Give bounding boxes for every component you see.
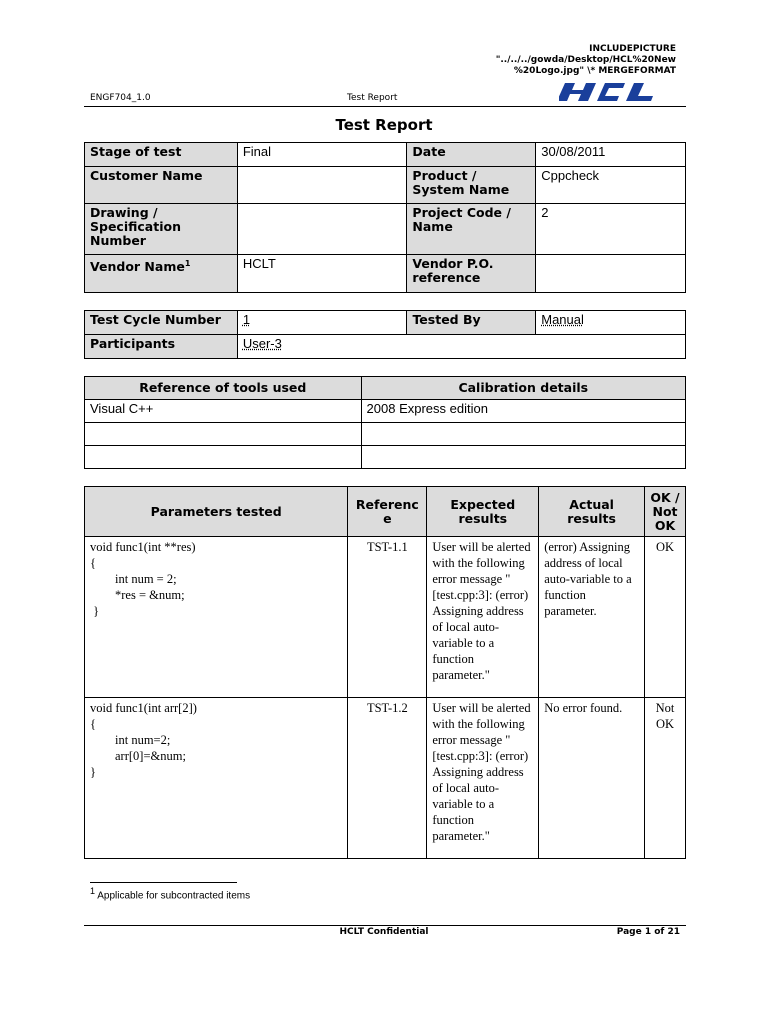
table-row: [85, 423, 686, 446]
params-cell: void func1(int arr[2]) { int num=2; arr[0]=&num; }: [85, 698, 348, 859]
date-label: Date: [407, 143, 536, 167]
cycle-value-cell: [237, 311, 407, 335]
customer-value: [237, 167, 407, 204]
tool-cell: [85, 446, 362, 469]
vendor-po-value: [536, 255, 686, 293]
page-number: Page 1 of 21: [616, 927, 680, 937]
page-title: Test Report: [335, 116, 433, 134]
vendor-footnote-ref: 1: [184, 259, 191, 268]
participants-value: User-3: [242, 336, 282, 351]
field-code-line: INCLUDEPICTURE: [589, 44, 676, 54]
table-row: [85, 446, 686, 469]
doc-id: ENGF704_1.0: [90, 93, 151, 103]
vendor-po-label: Vendor P.O. reference: [407, 255, 536, 293]
params-header: Parameters tested: [85, 487, 348, 537]
reference-header: Referenc e: [348, 487, 427, 537]
stage-label: Stage of test: [85, 143, 238, 167]
vendor-label: Vendor Name: [90, 259, 185, 275]
table-row: [85, 400, 686, 423]
vendor-label-cell: [85, 255, 238, 293]
actual-cell: No error found.: [539, 698, 645, 859]
footnote: [90, 886, 250, 901]
params-cell: void func1(int **res) { int num = 2; *res = &num; }: [85, 537, 348, 698]
participants-cell: [237, 335, 685, 359]
tools-header: Reference of tools used: [85, 377, 362, 400]
expected-cell: User will be alerted with the following error message "[test.cpp:3]: (error) Assigning address of local auto-variable to a function parameter.": [427, 698, 539, 859]
calibration-cell: [361, 423, 685, 446]
expected-header: Expected results: [427, 487, 539, 537]
tool-cell: Visual C++: [85, 400, 362, 423]
calibration-cell: 2008 Express edition: [361, 400, 685, 423]
customer-label: Customer Name: [85, 167, 238, 204]
footer-confidential: HCLT Confidential: [339, 927, 429, 937]
tool-cell: [85, 423, 362, 446]
product-label: Product / System Name: [407, 167, 536, 204]
drawing-label: Drawing / Specification Number: [85, 204, 238, 255]
doc-type: Test Report: [347, 93, 398, 103]
participants-label: Participants: [85, 335, 238, 359]
footnote-rule: [90, 882, 237, 883]
date-value: 30/08/2011: [536, 143, 686, 167]
cycle-value: 1: [242, 312, 251, 327]
calibration-header: Calibration details: [361, 377, 685, 400]
cycle-label: Test Cycle Number: [85, 311, 238, 335]
hcl-logo: [559, 82, 675, 102]
project-value: 2: [536, 204, 686, 255]
header-rule: [84, 106, 686, 107]
ref-cell: TST-1.2: [348, 698, 427, 859]
ok-cell: Not OK: [645, 698, 686, 859]
ok-header: OK / Not OK: [645, 487, 686, 537]
table-row: [85, 698, 686, 859]
drawing-value: [237, 204, 407, 255]
field-code-line: %20Logo.jpg" \* MERGEFORMAT: [513, 66, 676, 76]
info-table: [84, 142, 686, 293]
stage-value: Final: [237, 143, 407, 167]
calibration-cell: [361, 446, 685, 469]
actual-header: Actual results: [539, 487, 645, 537]
tested-by-cell: [536, 311, 686, 335]
tools-table: [84, 376, 686, 469]
footer-rule: [84, 925, 686, 926]
field-code-line: "../../../gowda/Desktop/HCL%20New: [495, 55, 676, 65]
expected-cell: User will be alerted with the following error message "[test.cpp:3]: (error) Assigning address of local auto-variable to a function parameter.": [427, 537, 539, 698]
ref-cell: TST-1.1: [348, 537, 427, 698]
tested-by-value: Manual: [541, 312, 584, 327]
tested-by-label: Tested By: [407, 311, 536, 335]
params-table: [84, 486, 686, 859]
vendor-value: HCLT: [237, 255, 407, 293]
cycle-table: [84, 310, 686, 359]
actual-cell: (error) Assigning address of local auto-variable to a function parameter.: [539, 537, 645, 698]
field-code-text: [476, 44, 676, 77]
ok-cell: OK: [645, 537, 686, 698]
footnote-text: Applicable for subcontracted items: [97, 890, 251, 902]
project-label: Project Code / Name: [407, 204, 536, 255]
footnote-mark: 1: [90, 886, 96, 896]
table-row: [85, 537, 686, 698]
product-value: Cppcheck: [536, 167, 686, 204]
